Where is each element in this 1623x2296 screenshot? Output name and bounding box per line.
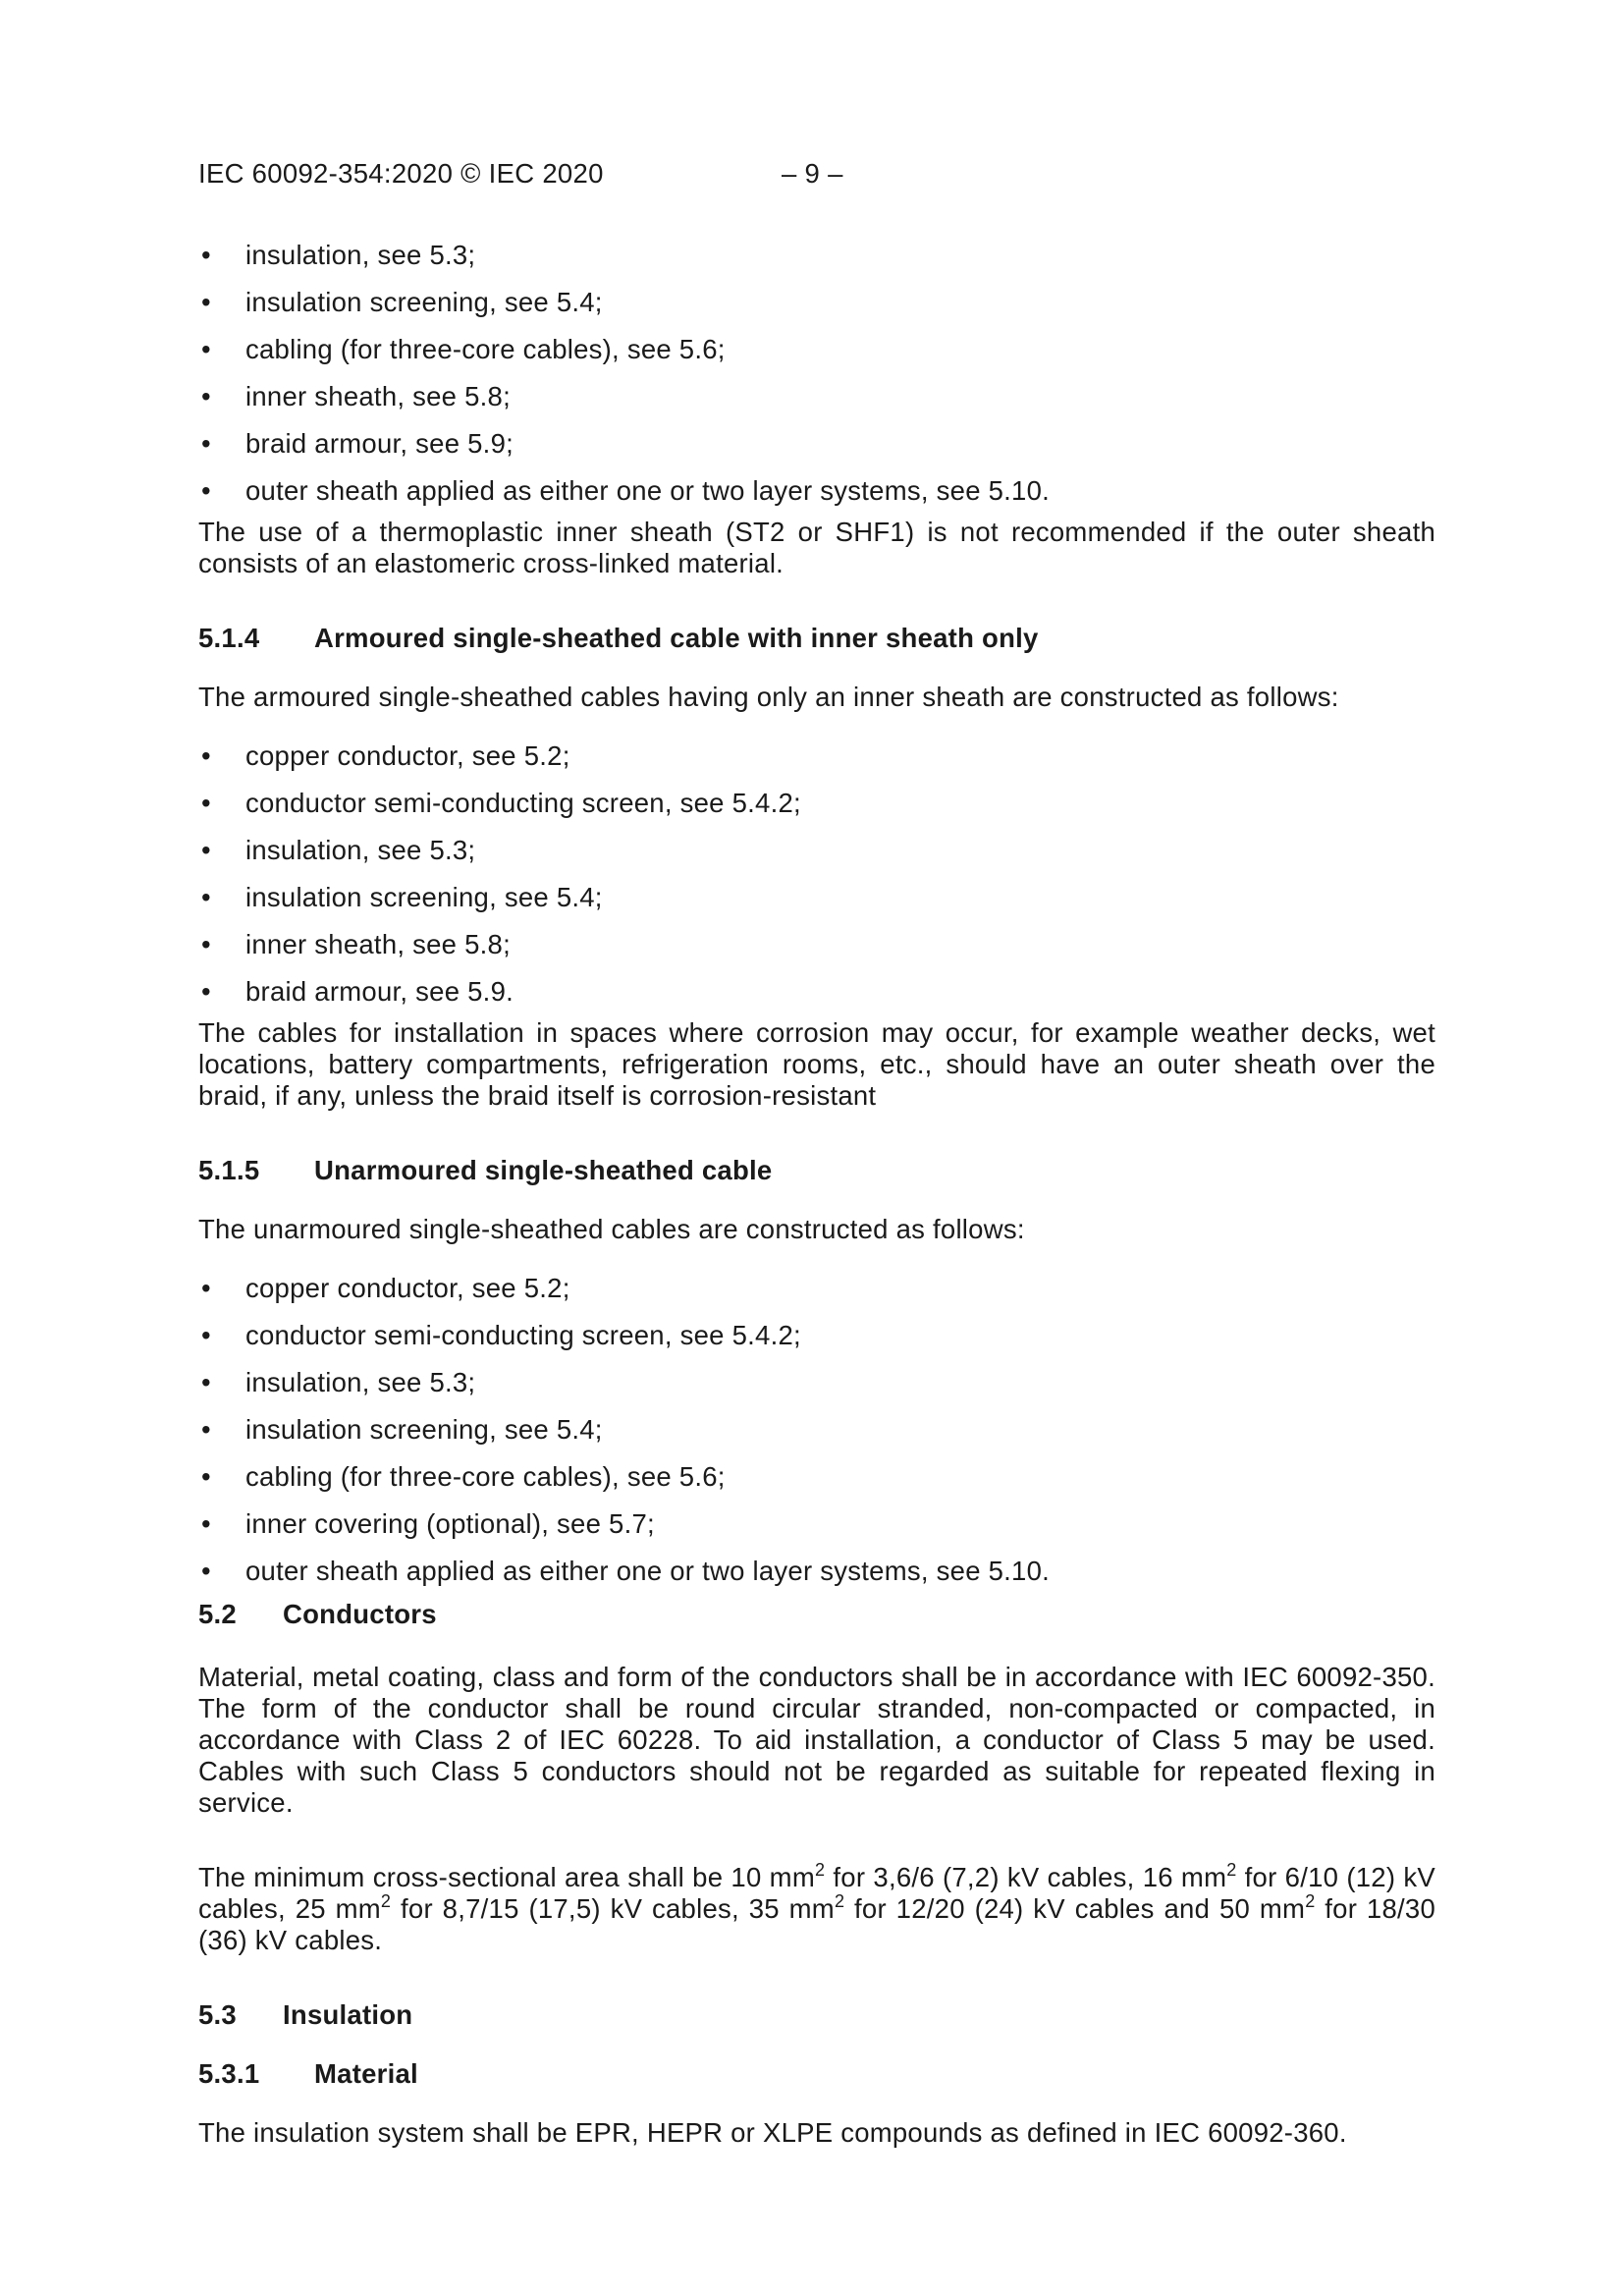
- section-title: Armoured single-sheathed cable with inner sheath only: [314, 623, 1039, 653]
- section-number: 5.2: [198, 1599, 237, 1629]
- list-item: • insulation, see 5.3;: [201, 240, 476, 270]
- list-item: • inner covering (optional), see 5.7;: [201, 1508, 655, 1539]
- bullet-icon: •: [201, 929, 211, 959]
- paragraph: The cables for installation in spaces where corrosion may occur, for example weather decks, wet locations, battery compartments, refrigeration rooms, etc., should have an outer sheath over the braid, if any, unless the braid itself is corrosion-resistant: [198, 1017, 1435, 1111]
- paragraph-min-cross-section: The minimum cross-sectional area shall be 10 $mm^2$ for 3,6/6 (7,2) kV cables, 16 $mm^2$ for 6/10 (12) kV cables, 25 $mm^2$ for 8,7/15 (17,5) kV cables, 35 $mm^2$ for 12/20 (24) kV cables and 50 $mm^2$ for 18/30 (36) kV cables.: [198, 1860, 1435, 1955]
- paragraph: The use of a thermoplastic inner sheath (ST2 or SHF1) is not recommended if the outer sheath consists of an elastomeric cross-linked material.: [198, 517, 1435, 578]
- document-page: [198, 0, 1435, 2296]
- section-title: Material: [314, 2058, 418, 2089]
- construction-list-5-1-5: [198, 1273, 1435, 1599]
- bullet-icon: •: [201, 428, 211, 459]
- section-title: Unarmoured single-sheathed cable: [314, 1155, 773, 1185]
- bullet-icon: •: [201, 475, 211, 506]
- section-number: 5.3: [198, 1999, 237, 2030]
- list-item: • copper conductor, see 5.2;: [201, 740, 570, 771]
- list-item: • braid armour, see 5.9.: [201, 976, 514, 1007]
- bullet-icon: •: [201, 788, 211, 818]
- section-number: 5.3.1: [198, 2058, 260, 2089]
- bullet-icon: •: [201, 381, 211, 411]
- list-item: • outer sheath applied as either one or two layer systems, see 5.10.: [201, 475, 1051, 506]
- list-item: • insulation screening, see 5.4;: [201, 287, 603, 317]
- bullet-icon: •: [201, 1320, 211, 1350]
- list-item: • cabling (for three-core cables), see 5.6;: [201, 334, 726, 364]
- bullet-icon: •: [201, 1273, 211, 1303]
- section-number: 5.1.5: [198, 1155, 260, 1185]
- section-title: Conductors: [283, 1599, 437, 1629]
- list-item: • conductor semi-conducting screen, see 5.4.2;: [201, 788, 801, 818]
- list-item: • braid armour, see 5.9;: [201, 428, 514, 459]
- bullet-icon: •: [201, 1508, 211, 1539]
- section-heading-5-1-5: [198, 1155, 1435, 1186]
- bullet-icon: •: [201, 1414, 211, 1445]
- section-heading-5-3: [198, 1999, 1435, 2031]
- bullet-icon: •: [201, 976, 211, 1007]
- bullet-icon: •: [201, 882, 211, 912]
- list-item: • inner sheath, see 5.8;: [201, 381, 511, 411]
- paragraph: Material, metal coating, class and form of the conductors shall be in accordance with IEC 60092-350. The form of the conductor shall be round circular stranded, non-compacted or compacted, in accordance with Class 2 of IEC 60228. To aid installation, a conductor of Class 5 may be used. Cables with such Class 5 conductors should not be regarded as suitable for repeated flexing in service.: [198, 1662, 1435, 1818]
- page-number: – 9 –: [782, 158, 843, 189]
- section-number: 5.1.4: [198, 623, 260, 653]
- section-heading-5-2: [198, 1599, 1435, 1630]
- section-title: Insulation: [283, 1999, 413, 2030]
- list-item: • conductor semi-conducting screen, see 5.4.2;: [201, 1320, 801, 1350]
- document-body: [198, 240, 1435, 2149]
- list-item: • inner sheath, see 5.8;: [201, 929, 511, 959]
- section-heading-5-3-1: [198, 2058, 1435, 2090]
- construction-list-5-1-4: [198, 740, 1435, 1017]
- bullet-icon: •: [201, 1367, 211, 1397]
- list-item: • insulation screening, see 5.4;: [201, 882, 603, 912]
- page-header: [198, 158, 1435, 190]
- bullet-icon: •: [201, 1556, 211, 1586]
- list-item: • cabling (for three-core cables), see 5.6;: [201, 1461, 726, 1492]
- document-id: IEC 60092-354:2020 © IEC 2020: [198, 158, 604, 189]
- bullet-icon: •: [201, 240, 211, 270]
- list-item: • copper conductor, see 5.2;: [201, 1273, 570, 1303]
- section-heading-5-1-4: [198, 623, 1435, 654]
- list-item: • insulation, see 5.3;: [201, 1367, 476, 1397]
- paragraph: The insulation system shall be EPR, HEPR or XLPE compounds as defined in IEC 60092-360.: [198, 2117, 1347, 2148]
- list-item: • outer sheath applied as either one or two layer systems, see 5.10.: [201, 1556, 1051, 1586]
- list-item: • insulation, see 5.3;: [201, 835, 476, 865]
- construction-list-continued: [198, 240, 1435, 517]
- paragraph: The unarmoured single-sheathed cables are constructed as follows:: [198, 1214, 1025, 1244]
- bullet-icon: •: [201, 835, 211, 865]
- bullet-icon: •: [201, 740, 211, 771]
- bullet-icon: •: [201, 1461, 211, 1492]
- paragraph: The armoured single-sheathed cables having only an inner sheath are constructed as follows:: [198, 682, 1339, 712]
- bullet-icon: •: [201, 334, 211, 364]
- bullet-icon: •: [201, 287, 211, 317]
- list-item: • insulation screening, see 5.4;: [201, 1414, 603, 1445]
